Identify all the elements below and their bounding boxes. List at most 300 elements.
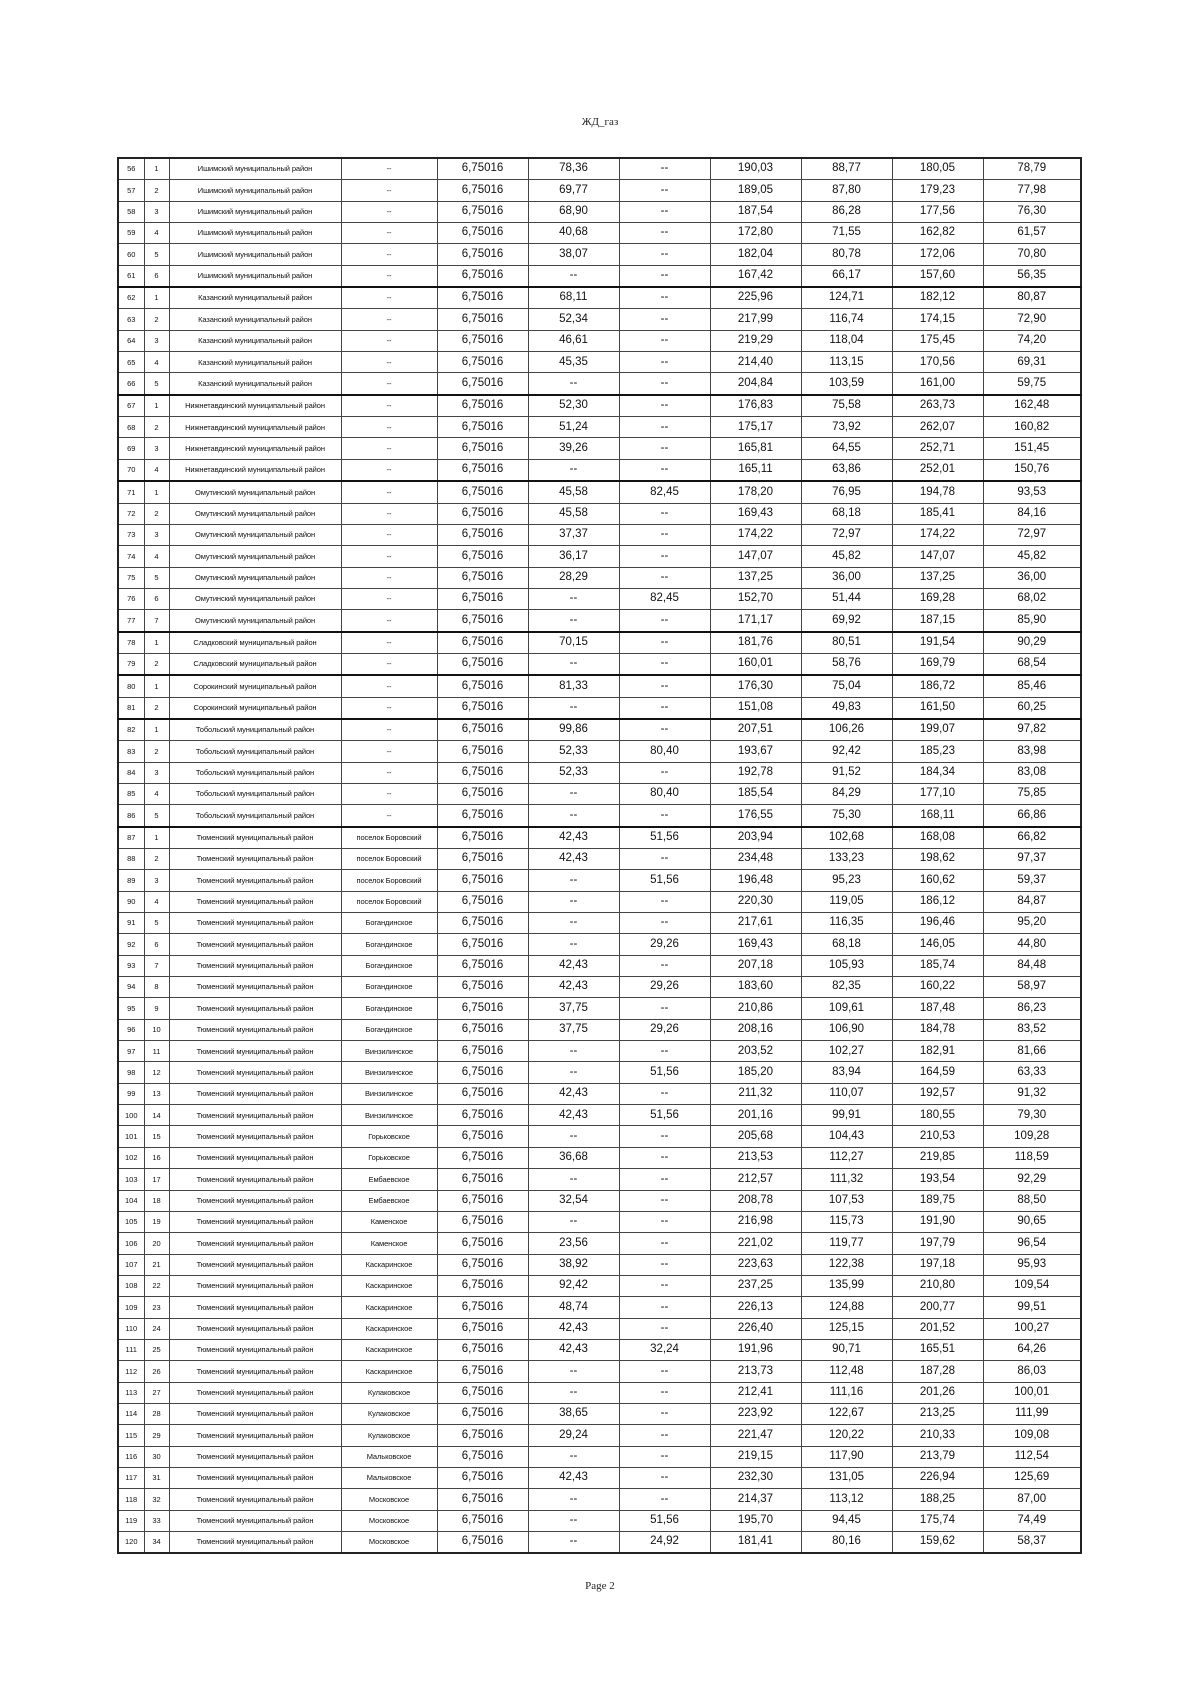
cell-id: 105 (118, 1211, 144, 1232)
cell-f3: 181,76 (710, 632, 801, 654)
cell-f4: 116,35 (801, 913, 892, 934)
cell-f1: -- (528, 265, 619, 287)
table-row (118, 1190, 1081, 1211)
cell-settlement: -- (341, 459, 437, 481)
cell-id: 89 (118, 870, 144, 891)
cell-rate: 6,75016 (437, 1467, 528, 1488)
cell-district: Тобольский муниципальный район (169, 719, 341, 741)
cell-district: Тюменский муниципальный район (169, 1190, 341, 1211)
cell-f3: 214,37 (710, 1489, 801, 1510)
cell-f3: 165,11 (710, 459, 801, 481)
cell-f3: 195,70 (710, 1510, 801, 1531)
cell-rate: 6,75016 (437, 1339, 528, 1360)
cell-settlement: поселок Боровский (341, 870, 437, 891)
cell-f5: 201,52 (892, 1318, 983, 1339)
cell-rate: 6,75016 (437, 546, 528, 567)
cell-f4: 75,04 (801, 675, 892, 697)
cell-f6: 100,27 (983, 1318, 1081, 1339)
cell-settlement: -- (341, 762, 437, 783)
cell-f2: -- (619, 567, 710, 588)
cell-id: 74 (118, 546, 144, 567)
cell-sub: 4 (144, 459, 169, 481)
cell-district: Тюменский муниципальный район (169, 1446, 341, 1467)
table-row (118, 998, 1081, 1019)
cell-f2: -- (619, 632, 710, 654)
cell-f2: -- (619, 1297, 710, 1318)
cell-f6: 36,00 (983, 567, 1081, 588)
cell-f2: -- (619, 719, 710, 741)
table-row (118, 287, 1081, 309)
cell-f1: -- (528, 459, 619, 481)
cell-sub: 4 (144, 783, 169, 804)
cell-district: Тюменский муниципальный район (169, 1275, 341, 1296)
cell-settlement: Кулаковское (341, 1403, 437, 1424)
cell-f5: 146,05 (892, 934, 983, 955)
cell-id: 101 (118, 1126, 144, 1147)
cell-f2: 51,56 (619, 870, 710, 891)
cell-id: 65 (118, 352, 144, 373)
table-row (118, 265, 1081, 287)
table-row (118, 1105, 1081, 1126)
cell-sub: 3 (144, 438, 169, 459)
cell-settlement: Каменское (341, 1211, 437, 1232)
table-row (118, 1211, 1081, 1232)
cell-f4: 116,74 (801, 309, 892, 330)
cell-rate: 6,75016 (437, 762, 528, 783)
cell-f3: 169,43 (710, 503, 801, 524)
cell-district: Омутинский муниципальный район (169, 524, 341, 545)
cell-f6: 91,32 (983, 1083, 1081, 1104)
cell-f4: 110,07 (801, 1083, 892, 1104)
cell-f4: 135,99 (801, 1275, 892, 1296)
table-row (118, 417, 1081, 438)
cell-f2: -- (619, 265, 710, 287)
cell-f2: -- (619, 438, 710, 459)
cell-f3: 167,42 (710, 265, 801, 287)
cell-f6: 68,54 (983, 653, 1081, 675)
cell-settlement: Каскаринское (341, 1275, 437, 1296)
cell-f2: -- (619, 805, 710, 827)
cell-sub: 10 (144, 1019, 169, 1040)
cell-f2: -- (619, 1041, 710, 1062)
cell-f3: 183,60 (710, 977, 801, 998)
cell-f1: 51,24 (528, 417, 619, 438)
table-row (118, 524, 1081, 545)
cell-id: 110 (118, 1318, 144, 1339)
cell-f1: -- (528, 1510, 619, 1531)
cell-f4: 118,04 (801, 330, 892, 351)
cell-sub: 2 (144, 309, 169, 330)
cell-rate: 6,75016 (437, 1297, 528, 1318)
cell-f6: 72,97 (983, 524, 1081, 545)
cell-f4: 124,88 (801, 1297, 892, 1318)
cell-f1: 45,58 (528, 481, 619, 503)
cell-district: Тюменский муниципальный район (169, 1233, 341, 1254)
cell-id: 77 (118, 610, 144, 632)
cell-sub: 19 (144, 1211, 169, 1232)
cell-f2: 80,40 (619, 783, 710, 804)
cell-f6: 109,54 (983, 1275, 1081, 1296)
cell-sub: 23 (144, 1297, 169, 1318)
cell-f4: 102,27 (801, 1041, 892, 1062)
cell-settlement: Кулаковское (341, 1382, 437, 1403)
cell-f6: 111,99 (983, 1403, 1081, 1424)
cell-f3: 204,84 (710, 373, 801, 395)
cell-f6: 90,65 (983, 1211, 1081, 1232)
cell-settlement: -- (341, 632, 437, 654)
cell-settlement: -- (341, 524, 437, 545)
cell-f2: -- (619, 1083, 710, 1104)
cell-settlement: -- (341, 653, 437, 675)
cell-sub: 15 (144, 1126, 169, 1147)
cell-f5: 177,10 (892, 783, 983, 804)
cell-f3: 221,47 (710, 1425, 801, 1446)
cell-settlement: -- (341, 481, 437, 503)
cell-settlement: -- (341, 567, 437, 588)
cell-sub: 17 (144, 1169, 169, 1190)
cell-sub: 2 (144, 180, 169, 201)
cell-id: 95 (118, 998, 144, 1019)
cell-rate: 6,75016 (437, 1403, 528, 1424)
cell-f4: 75,58 (801, 395, 892, 417)
cell-sub: 1 (144, 481, 169, 503)
cell-f5: 197,18 (892, 1254, 983, 1275)
cell-sub: 9 (144, 998, 169, 1019)
cell-rate: 6,75016 (437, 588, 528, 609)
cell-f6: 99,51 (983, 1297, 1081, 1318)
cell-f3: 151,08 (710, 697, 801, 719)
table-row (118, 1339, 1081, 1360)
table-row (118, 1275, 1081, 1296)
cell-sub: 25 (144, 1339, 169, 1360)
cell-settlement: Ембаевское (341, 1190, 437, 1211)
cell-district: Тюменский муниципальный район (169, 1105, 341, 1126)
cell-f3: 205,68 (710, 1126, 801, 1147)
cell-id: 83 (118, 741, 144, 762)
cell-f4: 84,29 (801, 783, 892, 804)
cell-district: Тюменский муниципальный район (169, 934, 341, 955)
cell-settlement: Богандинское (341, 934, 437, 955)
cell-f6: 95,93 (983, 1254, 1081, 1275)
cell-id: 98 (118, 1062, 144, 1083)
cell-rate: 6,75016 (437, 827, 528, 849)
cell-f2: -- (619, 1361, 710, 1382)
cell-id: 75 (118, 567, 144, 588)
cell-district: Тюменский муниципальный район (169, 1041, 341, 1062)
cell-f6: 85,46 (983, 675, 1081, 697)
cell-f3: 169,43 (710, 934, 801, 955)
cell-f2: -- (619, 1318, 710, 1339)
cell-f2: -- (619, 1169, 710, 1190)
cell-f3: 178,20 (710, 481, 801, 503)
cell-rate: 6,75016 (437, 1425, 528, 1446)
cell-id: 107 (118, 1254, 144, 1275)
cell-f5: 201,26 (892, 1382, 983, 1403)
table-row (118, 1467, 1081, 1488)
cell-f3: 137,25 (710, 567, 801, 588)
cell-district: Омутинский муниципальный район (169, 546, 341, 567)
cell-f1: -- (528, 373, 619, 395)
cell-f3: 165,81 (710, 438, 801, 459)
cell-rate: 6,75016 (437, 1019, 528, 1040)
cell-f2: -- (619, 287, 710, 309)
cell-f4: 58,76 (801, 653, 892, 675)
table-row (118, 1233, 1081, 1254)
cell-f6: 85,90 (983, 610, 1081, 632)
cell-settlement: -- (341, 180, 437, 201)
cell-district: Омутинский муниципальный район (169, 567, 341, 588)
cell-f6: 118,59 (983, 1147, 1081, 1168)
cell-f4: 133,23 (801, 849, 892, 870)
cell-settlement: Каскаринское (341, 1339, 437, 1360)
table-row (118, 330, 1081, 351)
cell-f1: 99,86 (528, 719, 619, 741)
table-row (118, 741, 1081, 762)
cell-f6: 93,53 (983, 481, 1081, 503)
cell-district: Сорокинский муниципальный район (169, 697, 341, 719)
cell-settlement: -- (341, 223, 437, 244)
cell-id: 97 (118, 1041, 144, 1062)
table-row (118, 1019, 1081, 1040)
cell-rate: 6,75016 (437, 955, 528, 976)
cell-f1: -- (528, 913, 619, 934)
table-row (118, 1297, 1081, 1318)
cell-f4: 112,48 (801, 1361, 892, 1382)
cell-f3: 181,41 (710, 1532, 801, 1554)
cell-f4: 66,17 (801, 265, 892, 287)
cell-f3: 182,04 (710, 244, 801, 265)
cell-id: 61 (118, 265, 144, 287)
cell-rate: 6,75016 (437, 567, 528, 588)
cell-f4: 73,92 (801, 417, 892, 438)
cell-rate: 6,75016 (437, 1233, 528, 1254)
table-row (118, 610, 1081, 632)
cell-district: Казанский муниципальный район (169, 287, 341, 309)
cell-f6: 86,23 (983, 998, 1081, 1019)
cell-f1: -- (528, 1361, 619, 1382)
cell-f4: 86,28 (801, 201, 892, 222)
cell-settlement: -- (341, 783, 437, 804)
cell-f5: 137,25 (892, 567, 983, 588)
cell-settlement: Мальковское (341, 1467, 437, 1488)
cell-sub: 1 (144, 632, 169, 654)
cell-district: Нижнетавдинский муниципальный район (169, 459, 341, 481)
cell-f6: 96,54 (983, 1233, 1081, 1254)
cell-settlement: Богандинское (341, 913, 437, 934)
cell-rate: 6,75016 (437, 1062, 528, 1083)
cell-f3: 214,40 (710, 352, 801, 373)
cell-district: Ишимский муниципальный район (169, 223, 341, 244)
cell-id: 88 (118, 849, 144, 870)
cell-f5: 169,28 (892, 588, 983, 609)
cell-f3: 212,57 (710, 1169, 801, 1190)
table-row (118, 1532, 1081, 1554)
cell-f4: 90,71 (801, 1339, 892, 1360)
cell-id: 92 (118, 934, 144, 955)
cell-f1: 29,24 (528, 1425, 619, 1446)
cell-f5: 191,54 (892, 632, 983, 654)
cell-id: 76 (118, 588, 144, 609)
cell-id: 112 (118, 1361, 144, 1382)
cell-f5: 252,71 (892, 438, 983, 459)
cell-id: 111 (118, 1339, 144, 1360)
cell-f4: 45,82 (801, 546, 892, 567)
cell-f1: 45,35 (528, 352, 619, 373)
cell-f5: 210,80 (892, 1275, 983, 1296)
cell-f4: 80,16 (801, 1532, 892, 1554)
cell-f1: -- (528, 653, 619, 675)
cell-f3: 207,18 (710, 955, 801, 976)
cell-district: Тюменский муниципальный район (169, 1147, 341, 1168)
cell-id: 59 (118, 223, 144, 244)
cell-id: 94 (118, 977, 144, 998)
cell-f2: 82,45 (619, 588, 710, 609)
cell-f6: 88,50 (983, 1190, 1081, 1211)
cell-sub: 5 (144, 805, 169, 827)
cell-f2: -- (619, 546, 710, 567)
cell-f6: 58,37 (983, 1532, 1081, 1554)
cell-f5: 263,73 (892, 395, 983, 417)
cell-settlement: -- (341, 309, 437, 330)
cell-f5: 184,78 (892, 1019, 983, 1040)
cell-f6: 75,85 (983, 783, 1081, 804)
cell-settlement: -- (341, 417, 437, 438)
cell-rate: 6,75016 (437, 913, 528, 934)
cell-rate: 6,75016 (437, 1254, 528, 1275)
cell-settlement: Каскаринское (341, 1361, 437, 1382)
cell-f1: -- (528, 805, 619, 827)
cell-f4: 91,52 (801, 762, 892, 783)
cell-district: Тюменский муниципальный район (169, 1361, 341, 1382)
cell-rate: 6,75016 (437, 805, 528, 827)
table-row (118, 1446, 1081, 1467)
cell-sub: 20 (144, 1233, 169, 1254)
cell-f2: 82,45 (619, 481, 710, 503)
table-row (118, 588, 1081, 609)
cell-district: Тюменский муниципальный район (169, 1083, 341, 1104)
cell-f2: -- (619, 1467, 710, 1488)
cell-district: Сладковский муниципальный район (169, 653, 341, 675)
cell-sub: 24 (144, 1318, 169, 1339)
cell-district: Тобольский муниципальный район (169, 805, 341, 827)
cell-id: 116 (118, 1446, 144, 1467)
cell-f6: 78,79 (983, 158, 1081, 180)
cell-f4: 68,18 (801, 503, 892, 524)
cell-sub: 3 (144, 330, 169, 351)
cell-id: 68 (118, 417, 144, 438)
cell-settlement: Каменское (341, 1233, 437, 1254)
cell-settlement: Богандинское (341, 977, 437, 998)
cell-rate: 6,75016 (437, 1382, 528, 1403)
cell-f1: 37,37 (528, 524, 619, 545)
cell-f3: 226,40 (710, 1318, 801, 1339)
cell-f4: 36,00 (801, 567, 892, 588)
cell-f1: -- (528, 1382, 619, 1403)
cell-settlement: -- (341, 373, 437, 395)
cell-sub: 22 (144, 1275, 169, 1296)
cell-settlement: -- (341, 158, 437, 180)
cell-district: Тюменский муниципальный район (169, 1425, 341, 1446)
cell-f5: 170,56 (892, 352, 983, 373)
cell-district: Сорокинский муниципальный район (169, 675, 341, 697)
cell-f6: 58,97 (983, 977, 1081, 998)
cell-rate: 6,75016 (437, 1446, 528, 1467)
cell-f1: -- (528, 1211, 619, 1232)
cell-f5: 200,77 (892, 1297, 983, 1318)
cell-f2: -- (619, 503, 710, 524)
cell-rate: 6,75016 (437, 1126, 528, 1147)
cell-f1: -- (528, 1126, 619, 1147)
cell-f1: 42,43 (528, 1339, 619, 1360)
cell-sub: 27 (144, 1382, 169, 1403)
cell-id: 58 (118, 201, 144, 222)
cell-rate: 6,75016 (437, 675, 528, 697)
cell-f5: 213,79 (892, 1446, 983, 1467)
cell-district: Тюменский муниципальный район (169, 870, 341, 891)
cell-f1: 42,43 (528, 849, 619, 870)
cell-f3: 172,80 (710, 223, 801, 244)
cell-f1: 42,43 (528, 977, 619, 998)
cell-f1: 42,43 (528, 1105, 619, 1126)
cell-f5: 180,05 (892, 158, 983, 180)
table-row (118, 1147, 1081, 1168)
cell-rate: 6,75016 (437, 503, 528, 524)
cell-f3: 152,70 (710, 588, 801, 609)
cell-sub: 7 (144, 955, 169, 976)
table-row (118, 1083, 1081, 1104)
cell-settlement: Московское (341, 1532, 437, 1554)
cell-f5: 168,11 (892, 805, 983, 827)
table-row (118, 632, 1081, 654)
cell-rate: 6,75016 (437, 783, 528, 804)
cell-f2: 51,56 (619, 1510, 710, 1531)
cell-f1: 78,36 (528, 158, 619, 180)
cell-settlement: Винзилинское (341, 1041, 437, 1062)
cell-f5: 177,56 (892, 201, 983, 222)
cell-rate: 6,75016 (437, 891, 528, 912)
cell-settlement: -- (341, 719, 437, 741)
table-row (118, 653, 1081, 675)
cell-f5: 161,00 (892, 373, 983, 395)
cell-f4: 106,26 (801, 719, 892, 741)
table-row (118, 1361, 1081, 1382)
cell-f3: 190,03 (710, 158, 801, 180)
cell-f2: -- (619, 1254, 710, 1275)
cell-sub: 21 (144, 1254, 169, 1275)
cell-f6: 87,00 (983, 1489, 1081, 1510)
cell-f2: 51,56 (619, 1062, 710, 1083)
cell-f5: 187,48 (892, 998, 983, 1019)
cell-f1: 42,43 (528, 1467, 619, 1488)
cell-id: 119 (118, 1510, 144, 1531)
cell-district: Нижнетавдинский муниципальный район (169, 417, 341, 438)
cell-f3: 208,16 (710, 1019, 801, 1040)
cell-f2: -- (619, 201, 710, 222)
cell-f3: 196,48 (710, 870, 801, 891)
table-row (118, 438, 1081, 459)
cell-f4: 107,53 (801, 1190, 892, 1211)
cell-f2: -- (619, 891, 710, 912)
cell-f6: 97,82 (983, 719, 1081, 741)
cell-f6: 151,45 (983, 438, 1081, 459)
cell-f4: 119,77 (801, 1233, 892, 1254)
cell-id: 73 (118, 524, 144, 545)
cell-f2: -- (619, 417, 710, 438)
cell-f4: 122,67 (801, 1403, 892, 1424)
cell-f5: 175,74 (892, 1510, 983, 1531)
table-row (118, 180, 1081, 201)
cell-f6: 61,57 (983, 223, 1081, 244)
